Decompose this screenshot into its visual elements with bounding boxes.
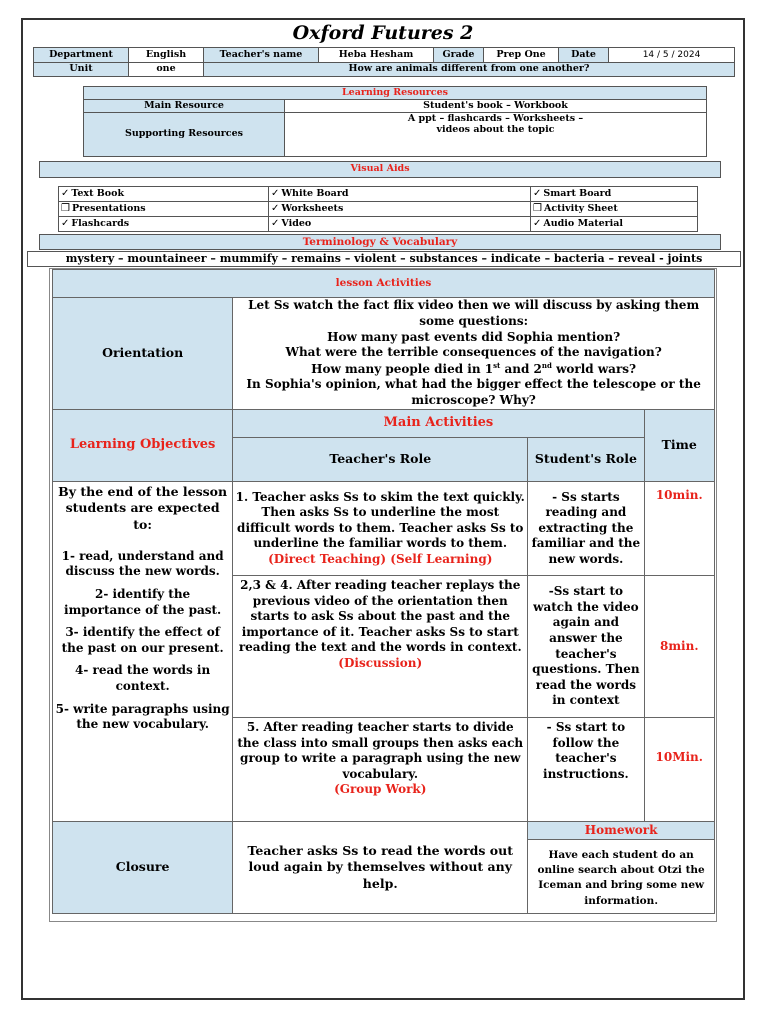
aid-activity-sheet	[531, 202, 698, 217]
vocabulary-heading: Terminology & Vocabulary	[40, 235, 721, 250]
aid-smart-board	[531, 187, 698, 202]
supporting-resources-label: Supporting Resources	[84, 113, 285, 157]
time-label: Time	[644, 410, 715, 482]
department-label: Department	[34, 48, 129, 63]
orientation-question-2: What were the terrible consequences of the navigation?	[285, 345, 662, 360]
homework-content: Have each student do an online search about Otzi the Iceman and bring some new information.	[537, 849, 705, 907]
closure-label: Closure	[53, 822, 233, 914]
aid-text-book	[59, 187, 269, 202]
aid-label: White Board	[281, 188, 349, 200]
student-role-row-1: - Ss starts reading and extracting the familiar and the new words.	[528, 482, 644, 576]
main-resource-value: Student's book – Workbook	[285, 100, 707, 113]
q3-sup: nd	[541, 360, 552, 370]
supporting-resources-value	[285, 113, 707, 157]
check-icon: ✓	[61, 218, 70, 230]
objective-item: 2- identify the importance of the past.	[64, 586, 222, 617]
orientation-question-3	[235, 361, 712, 378]
aid-video	[269, 217, 531, 232]
teacher-role-row-3	[233, 718, 528, 822]
teacher-role-label: Teacher's Role	[233, 438, 528, 482]
aid-presentations	[59, 202, 269, 217]
teacher-role-text: 2,3 & 4. After reading teacher replays the previous video of the orientation then starts to ask Ss about the past and the importance of it. Teacher asks Ss to start reading the text and the words in context.	[238, 578, 522, 655]
time-row-3: 10Min.	[644, 718, 715, 822]
aid-worksheets	[269, 202, 531, 217]
aid-white-board	[269, 187, 531, 202]
student-role-row-2: -Ss start to watch the video again and answer the teacher's questions. Then read the words in context	[528, 576, 644, 718]
objective-item: 5- write paragraphs using the new vocabulary.	[55, 701, 230, 732]
teacher-role-text: 5. After reading teacher starts to divide the class into small groups then asks each group to write a paragraph using the new vocabulary.	[237, 720, 524, 781]
aid-label: Smart Board	[543, 188, 612, 200]
checkbox-empty-icon: ❒	[533, 203, 542, 215]
check-icon: ✓	[61, 188, 70, 200]
date-value: 14 / 5 / 2024	[609, 48, 735, 63]
aid-label: Activity Sheet	[543, 203, 618, 215]
check-icon: ✓	[271, 188, 280, 200]
aid-label: Text Book	[71, 188, 125, 200]
aid-label: Flashcards	[71, 218, 130, 230]
teacher-role-row-2	[233, 576, 528, 718]
teaching-method: (Group Work)	[334, 782, 427, 797]
orientation-label: Orientation	[53, 298, 233, 410]
student-role-label: Student's Role	[528, 438, 644, 482]
q3-part: world wars?	[551, 361, 637, 376]
resources-table	[83, 86, 707, 157]
orientation-question-4: In Sophia's opinion, what had the bigger effect the telescope or the microscope? Why?	[246, 377, 701, 407]
lesson-table	[52, 269, 715, 914]
grade-label: Grade	[434, 48, 484, 63]
visual-aids-heading: Visual Aids	[40, 162, 721, 178]
vocabulary-header	[39, 234, 721, 250]
orientation-intro: Let Ss watch the fact flix video then we will discuss by asking them some questions:	[248, 298, 700, 329]
aid-label: Worksheets	[281, 203, 344, 215]
objective-item: 3- identify the effect of the past on our present.	[61, 625, 224, 655]
q3-part: How many people died in 1	[311, 361, 494, 376]
check-icon: ✓	[271, 203, 280, 215]
q3-sup: st	[493, 360, 501, 370]
check-icon: ✓	[533, 218, 542, 230]
aid-audio-material	[531, 217, 698, 232]
check-icon: ✓	[533, 188, 542, 200]
student-role-row-3: - Ss start to follow the teacher's instructions.	[528, 718, 644, 822]
teacher-role-text: 1. Teacher asks Ss to skim the text quickly. Then asks Ss to underline the most difficult words to them. Teacher asks Ss to underline the familiar words to them.	[235, 489, 525, 551]
objective-item: 4- read the words in context.	[75, 663, 211, 693]
teacher-value: Heba Hesham	[319, 48, 434, 63]
objective-item: 1- read, understand and discuss the new words.	[61, 548, 224, 579]
supporting-line-1: A ppt – flashcards – Worksheets –	[407, 113, 584, 124]
check-icon: ✓	[271, 218, 280, 230]
orientation-question-1: How many past events did Sophia mention?	[327, 329, 621, 344]
unit-question: How are animals different from one another?	[204, 63, 735, 77]
learning-objectives-label: Learning Objectives	[53, 410, 233, 482]
objectives-intro: By the end of the lesson students are expected to:	[58, 484, 228, 532]
checkbox-empty-icon: ❒	[61, 203, 70, 215]
time-row-1: 10min.	[644, 482, 715, 576]
teacher-label: Teacher's name	[204, 48, 319, 63]
resources-heading: Learning Resources	[84, 87, 707, 100]
teacher-role-row-1	[233, 482, 528, 576]
visual-aids-grid	[58, 186, 698, 232]
time-row-2: 8min.	[644, 576, 715, 718]
orientation-content	[233, 298, 715, 410]
info-table	[33, 47, 735, 77]
aid-label: Presentations	[71, 203, 146, 215]
main-activities-label: Main Activities	[233, 410, 644, 438]
aid-flashcards	[59, 217, 269, 232]
vocabulary-words: mystery – mountaineer – mummify – remains – violent – substances – indicate – bacteria – reveal - joints	[27, 251, 741, 267]
aid-label: Video	[281, 218, 312, 230]
lesson-heading: lesson Activities	[53, 270, 715, 298]
homework-cell	[528, 822, 715, 914]
grade-value: Prep One	[484, 48, 559, 63]
closure-content: Teacher asks Ss to read the words out loud again by themselves without any help.	[233, 822, 528, 914]
document-title: Oxford Futures 2	[292, 22, 474, 44]
teaching-method: (Direct Teaching) (Self Learning)	[268, 551, 493, 566]
objectives-cell	[53, 482, 233, 822]
date-label: Date	[559, 48, 609, 63]
department-value: English	[129, 48, 204, 63]
main-resource-label: Main Resource	[84, 100, 285, 113]
q3-part: and 2	[500, 361, 542, 376]
aid-label: Audio Material	[543, 218, 624, 230]
visual-aids-header	[39, 161, 721, 178]
unit-label: Unit	[34, 63, 129, 77]
unit-value: one	[129, 63, 204, 77]
supporting-line-2: videos about the topic	[436, 123, 555, 135]
teaching-method: (Discussion)	[338, 655, 423, 670]
homework-label: Homework	[528, 822, 714, 840]
